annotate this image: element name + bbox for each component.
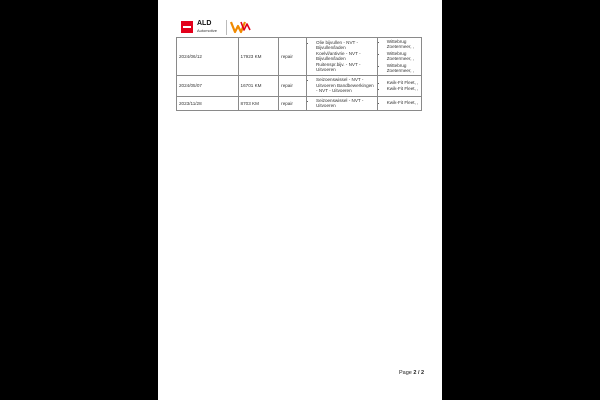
logo-divider (226, 20, 227, 35)
location-item: • Kwik-Fit Fleet, , (387, 80, 419, 85)
row-locations (377, 38, 421, 76)
leaseplan-logo-icon (230, 19, 252, 35)
table-row (177, 38, 422, 76)
row-type: repair (279, 96, 307, 111)
page-number (399, 370, 424, 376)
row-actions (307, 96, 378, 111)
brand-name: ALD (197, 20, 212, 27)
row-locations (377, 76, 421, 96)
page-total: 2 (421, 370, 425, 376)
row-type: repair (279, 38, 307, 76)
row-date: 2024/05/07 (177, 76, 239, 96)
action-item: • Seizoenswissel - NVT - Uitvoeren Bandbewerkingen - NVT - Uitvoeren (316, 77, 375, 93)
row-actions (307, 76, 378, 96)
page-label: Page (399, 370, 412, 376)
row-mileage: 17923 KM (238, 38, 279, 76)
page-header (178, 18, 278, 38)
row-type: repair (279, 76, 307, 96)
location-item: • Wittebrug Zoetermeer, , (387, 51, 419, 62)
document-page (158, 0, 442, 400)
row-date: 2023/11/28 (177, 96, 239, 111)
page-current: 2 (413, 370, 417, 376)
row-actions (307, 38, 378, 76)
table-row (177, 76, 422, 96)
action-item: • Seizoenswissel - NVT - Uitvoeren (316, 98, 375, 109)
row-mileage: 16701 KM (238, 76, 279, 96)
brand-subtitle: Automotive (197, 28, 218, 33)
location-item: • Kwik-Fit Fleet, , (387, 86, 419, 91)
row-date: 2024/06/12 (177, 38, 239, 76)
location-item: • Wittebrug Zoetermeer, , (387, 63, 419, 74)
page-separator: / (417, 370, 420, 376)
row-mileage: 8703 KM (238, 96, 279, 111)
row-locations (377, 96, 421, 111)
table-row (177, 96, 422, 111)
location-item: • Wittebrug Zoetermeer, , (387, 39, 419, 50)
action-item: • Olie bijvullen - NVT - Bijvullen/laden Koelvl/antivrie - NVT - Bijvullen/laden Ruitenspr.bijv. - NVT - Uitvoeren (316, 40, 375, 72)
location-item: • Kwik-Fit Fleet, , (387, 100, 419, 105)
ald-logo-icon (181, 21, 193, 33)
maintenance-history-table (176, 37, 422, 111)
